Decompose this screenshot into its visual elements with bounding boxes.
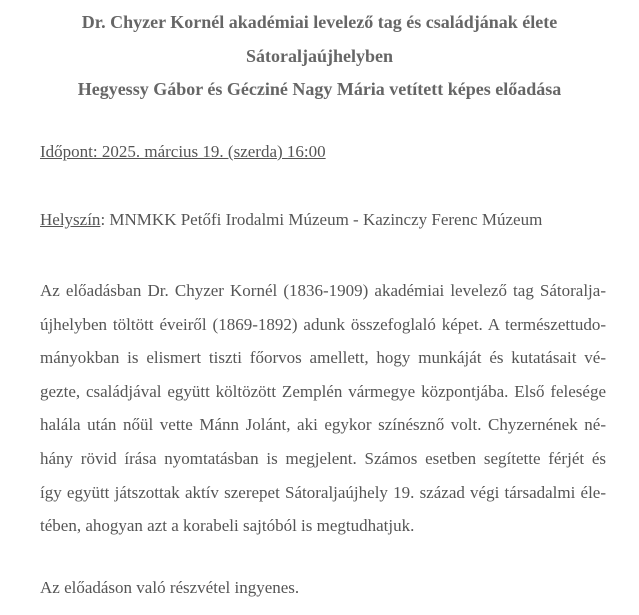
subtitle-presenters: Hegyessy Gábor és Gécziné Nagy Mária vetített képes előadása — [77, 79, 562, 99]
paragraph-line: hány rövid írása nyomtatásban is megjelent. Számos esetben segítette férjét és — [40, 448, 606, 468]
paragraph-line: így együtt játszottak aktív szerepet Sátoraljaújhely 19. század végi társadalmi éle- — [40, 482, 606, 502]
paragraph-line: halála után nőül vette Mánn Jolánt, aki egykor színésznő volt. Chyzernének né- — [40, 415, 606, 435]
location-label: Helyszín — [40, 210, 101, 229]
free-entry-note: Az előadáson való részvétel ingyenes. — [40, 578, 300, 597]
event-time: Időpont: 2025. március 19. (szerda) 16:00 — [40, 142, 326, 161]
description-paragraph — [40, 274, 606, 543]
paragraph-line: újhelyben töltött éveiről (1869-1892) adunk összefoglaló képet. A természettudo- — [40, 314, 606, 334]
paragraph-line: gezte, családjával együtt költözött Zemplén vármegye központjába. Első felesége — [40, 381, 606, 401]
paragraph-line: Az előadásban Dr. Chyzer Kornél (1836-1909) akadémiai levelező tag Sátoralja- — [40, 281, 606, 300]
paragraph-line: mányokban is elismert tiszti főorvos amellett, hogy munkáját és kutatásait vé- — [40, 348, 606, 368]
event-location — [40, 210, 542, 230]
title-line-1: Dr. Chyzer Kornél akadémiai levelező tag és családjának élete — [81, 12, 558, 32]
location-value: : MNMKK Petőfi Irodalmi Múzeum - Kazinczy Ferenc Múzeum — [100, 210, 543, 229]
paragraph-line: tében, ahogyan azt a korabeli sajtóból is megtudhatjuk. — [40, 516, 415, 536]
title-line-2: Sátoraljaújhelyben — [245, 46, 393, 66]
